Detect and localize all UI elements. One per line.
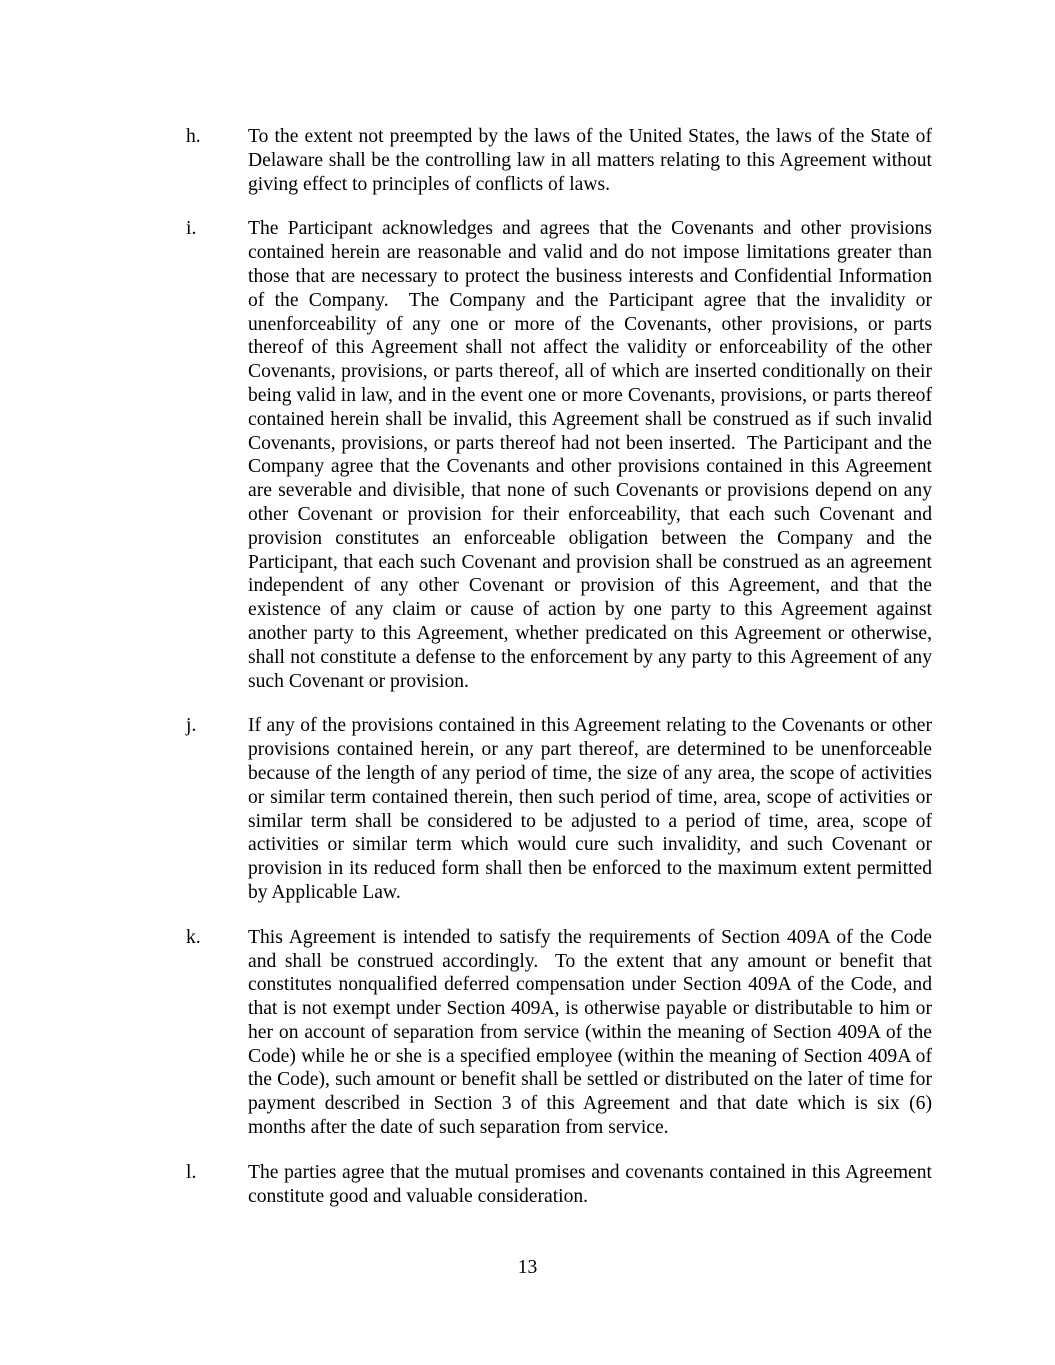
clause-label: k. xyxy=(186,926,201,948)
clause-k xyxy=(186,926,937,1140)
clause-text: If any of the provisions contained in this Agreement relating to the Covenants or other provisions contained herein, or any part thereof, are determined to be unenforceable because of the length of any period of time, the size of any area, the scope of activities or similar term contained therein, then such period of time, area, scope of activities or similar term shall be considered to be adjusted to a period of time, area, scope of activities or similar term which would cure such invalidity, and such Covenant or provision in its reduced form shall then be enforced to the maximum extent permitted by Applicable Law. xyxy=(248,715,937,903)
clause-label: l. xyxy=(186,1161,197,1183)
clause-list xyxy=(186,125,937,1229)
clause-text: The Participant acknowledges and agrees that the Covenants and other provisions contained herein are reasonable and valid and do not impose limitations greater than those that are necessary to protect the business interests and Confidential Information of the Company. The Company and the Participant agree that the invalidity or unenforceability of any one or more of the Covenants, other provisions, or parts thereof of this Agreement shall not affect the validity or enforceability of the other Covenants, provisions, or parts thereof, all of which are inserted conditionally on their being valid in law, and in the event one or more Covenants, provisions, or parts thereof contained herein shall be invalid, this Agreement shall be construed as if such invalid Covenants, provisions, or parts thereof had not been inserted. The Participant and the Company agree that the Covenants and other provisions contained in this Agreement are severable and divisible, that none of such Covenants or provisions depend on any other Covenant or provision for their enforceability, that each such Covenant and provision constitutes an enforceable obligation between the Company and the Participant, that each such Covenant and provision shall be construed as an agreement independent of any other Covenant or provision of this Agreement, and that the existence of any claim or cause of action by one party to this Agreement against another party to this Agreement, whether predicated on this Agreement or otherwise, shall not constitute a defense to the enforcement by any party to this Agreement of any such Covenant or provision. xyxy=(248,218,937,692)
clause-label: h. xyxy=(186,126,201,147)
clause-label: i. xyxy=(186,218,197,240)
page-number: 13 xyxy=(517,1257,538,1278)
clause-l xyxy=(186,1161,937,1209)
clause-h xyxy=(186,125,937,196)
clause-text: This Agreement is intended to satisfy the requirements of Section 409A of the Code and shall be construed accordingly. To the extent that any amount or benefit that constitutes nonqualified deferred compensation under Section 409A of the Code, and that is not exempt under Section 409A, is otherwise payable or distributable to him or her on account of separation from service (within the meaning of Section 409A of the Code) while he or she is a specified employee (within the meaning of Section 409A of the Code), such amount or benefit shall be settled or distributed on the later of time for payment described in Section 3 of this Agreement and that date which is six (6) months after the date of such separation from service. xyxy=(248,926,937,1139)
clause-i xyxy=(186,217,937,693)
clause-text: To the extent not preempted by the laws of the United States, the laws of the State of Delaware shall be the controlling law in all matters relating to this Agreement without giving effect to principles of conflicts of laws. xyxy=(248,126,937,195)
clause-text: The parties agree that the mutual promises and covenants contained in this Agreement constitute good and valuable consideration. xyxy=(248,1161,937,1207)
clause-label: j. xyxy=(186,715,197,737)
clause-j xyxy=(186,714,937,904)
